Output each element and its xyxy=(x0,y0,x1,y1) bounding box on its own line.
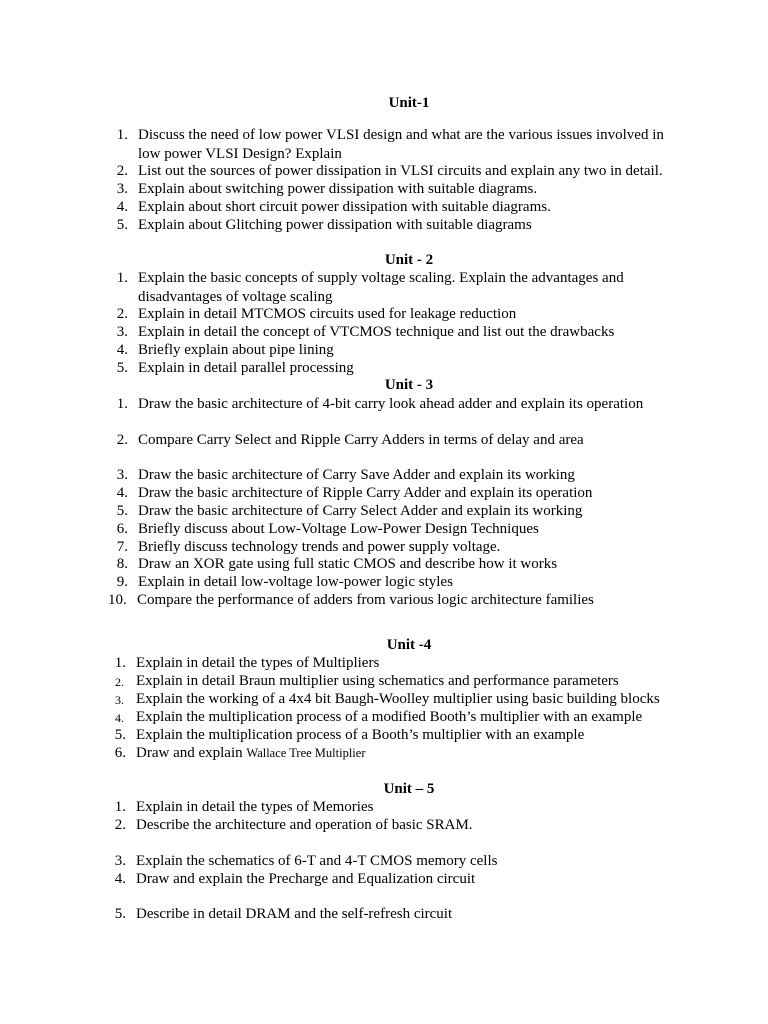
item-text: Draw and explain Wallace Tree Multiplier xyxy=(136,745,366,761)
item-number: 2. xyxy=(116,163,128,179)
item-text-continued: low power VLSI Design? Explain xyxy=(138,146,342,162)
item-text: Briefly explain about pipe lining xyxy=(138,342,334,358)
item-number: 6. xyxy=(114,745,126,761)
item-text: Briefly discuss technology trends and power supply voltage. xyxy=(138,539,501,555)
unit-3-heading: Unit - 3 xyxy=(384,377,434,393)
item-text: Explain in detail the types of Memories xyxy=(136,799,374,815)
item-text: Explain in detail the concept of VTCMOS technique and list out the drawbacks xyxy=(138,324,615,340)
item-number: 3. xyxy=(114,853,126,869)
item-number: 1. xyxy=(116,396,128,412)
item-number: 3. xyxy=(116,181,128,197)
item-number: 4. xyxy=(116,485,128,501)
item-text: Draw the basic architecture of Ripple Carry Adder and explain its operation xyxy=(138,485,593,501)
item-text: Describe in detail DRAM and the self-refresh circuit xyxy=(136,906,453,922)
item-text: Compare Carry Select and Ripple Carry Adders in terms of delay and area xyxy=(138,432,584,448)
item-text: Explain in detail parallel processing xyxy=(138,360,354,376)
item-text: Draw and explain the Precharge and Equalization circuit xyxy=(136,871,476,887)
item-number: 4. xyxy=(116,199,128,215)
item-number: 7. xyxy=(116,539,128,555)
unit-1-heading: Unit-1 xyxy=(388,95,430,111)
item-number: 8. xyxy=(116,556,128,572)
item-number: 5. xyxy=(116,360,128,376)
item-number: 10. xyxy=(108,592,127,608)
unit-4-heading: Unit -4 xyxy=(386,637,432,653)
item-number: 5. xyxy=(116,503,128,519)
item-number: 4. xyxy=(115,711,124,725)
item-number: 1. xyxy=(116,270,128,286)
item-number: 1. xyxy=(114,655,126,671)
item-text-continued: disadvantages of voltage scaling xyxy=(138,289,333,305)
item-text: Explain in detail Braun multiplier using schematics and performance parameters xyxy=(136,673,619,689)
item-text: Explain in detail low-voltage low-power logic styles xyxy=(138,574,453,590)
item-number: 3. xyxy=(115,693,124,707)
item-number: 2. xyxy=(116,432,128,448)
item-text: Describe the architecture and operation of basic SRAM. xyxy=(136,817,473,833)
item-number: 4. xyxy=(114,871,126,887)
item-number: 1. xyxy=(114,799,126,815)
item-text: Draw the basic architecture of 4-bit carry look ahead adder and explain its operation xyxy=(138,396,644,412)
item-text: List out the sources of power dissipation in VLSI circuits and explain any two in detail. xyxy=(138,163,663,179)
item-number: 3. xyxy=(116,324,128,340)
item-text-small: Wallace Tree Multiplier xyxy=(246,746,366,760)
item-number: 5. xyxy=(114,727,126,743)
item-text: Explain the schematics of 6-T and 4-T CMOS memory cells xyxy=(136,853,498,869)
item-number: 3. xyxy=(116,467,128,483)
item-text: Briefly discuss about Low-Voltage Low-Power Design Techniques xyxy=(138,521,539,537)
item-number: 2. xyxy=(115,675,124,689)
unit-5-heading: Unit – 5 xyxy=(383,781,435,797)
item-text: Explain the multiplication process of a modified Booth’s multiplier with an example xyxy=(136,709,643,725)
item-number: 5. xyxy=(114,906,126,922)
item-number: 2. xyxy=(114,817,126,833)
item-text: Explain in detail the types of Multipliers xyxy=(136,655,380,671)
item-number: 4. xyxy=(116,342,128,358)
item-text: Draw the basic architecture of Carry Select Adder and explain its working xyxy=(138,503,583,519)
item-text: Draw the basic architecture of Carry Save Adder and explain its working xyxy=(138,467,575,483)
item-text: Explain in detail MTCMOS circuits used for leakage reduction xyxy=(138,306,517,322)
item-number: 2. xyxy=(116,306,128,322)
item-text: Explain about short circuit power dissipation with suitable diagrams. xyxy=(138,199,551,215)
item-text: Explain the basic concepts of supply voltage scaling. Explain the advantages and xyxy=(138,270,624,286)
item-text: Compare the performance of adders from various logic architecture families xyxy=(137,592,594,608)
item-text: Explain about Glitching power dissipation with suitable diagrams xyxy=(138,217,532,233)
item-text: Explain the working of a 4x4 bit Baugh-Woolley multiplier using basic building blocks xyxy=(136,691,660,707)
item-number: 6. xyxy=(116,521,128,537)
item-text: Explain the multiplication process of a Booth’s multiplier with an example xyxy=(136,727,585,743)
item-text: Explain about switching power dissipation with suitable diagrams. xyxy=(138,181,538,197)
item-number: 1. xyxy=(116,127,128,143)
item-text: Discuss the need of low power VLSI design and what are the various issues involved in xyxy=(138,127,664,143)
unit-2-heading: Unit - 2 xyxy=(384,252,434,268)
item-text: Draw an XOR gate using full static CMOS and describe how it works xyxy=(138,556,558,572)
item-number: 5. xyxy=(116,217,128,233)
item-number: 9. xyxy=(116,574,128,590)
